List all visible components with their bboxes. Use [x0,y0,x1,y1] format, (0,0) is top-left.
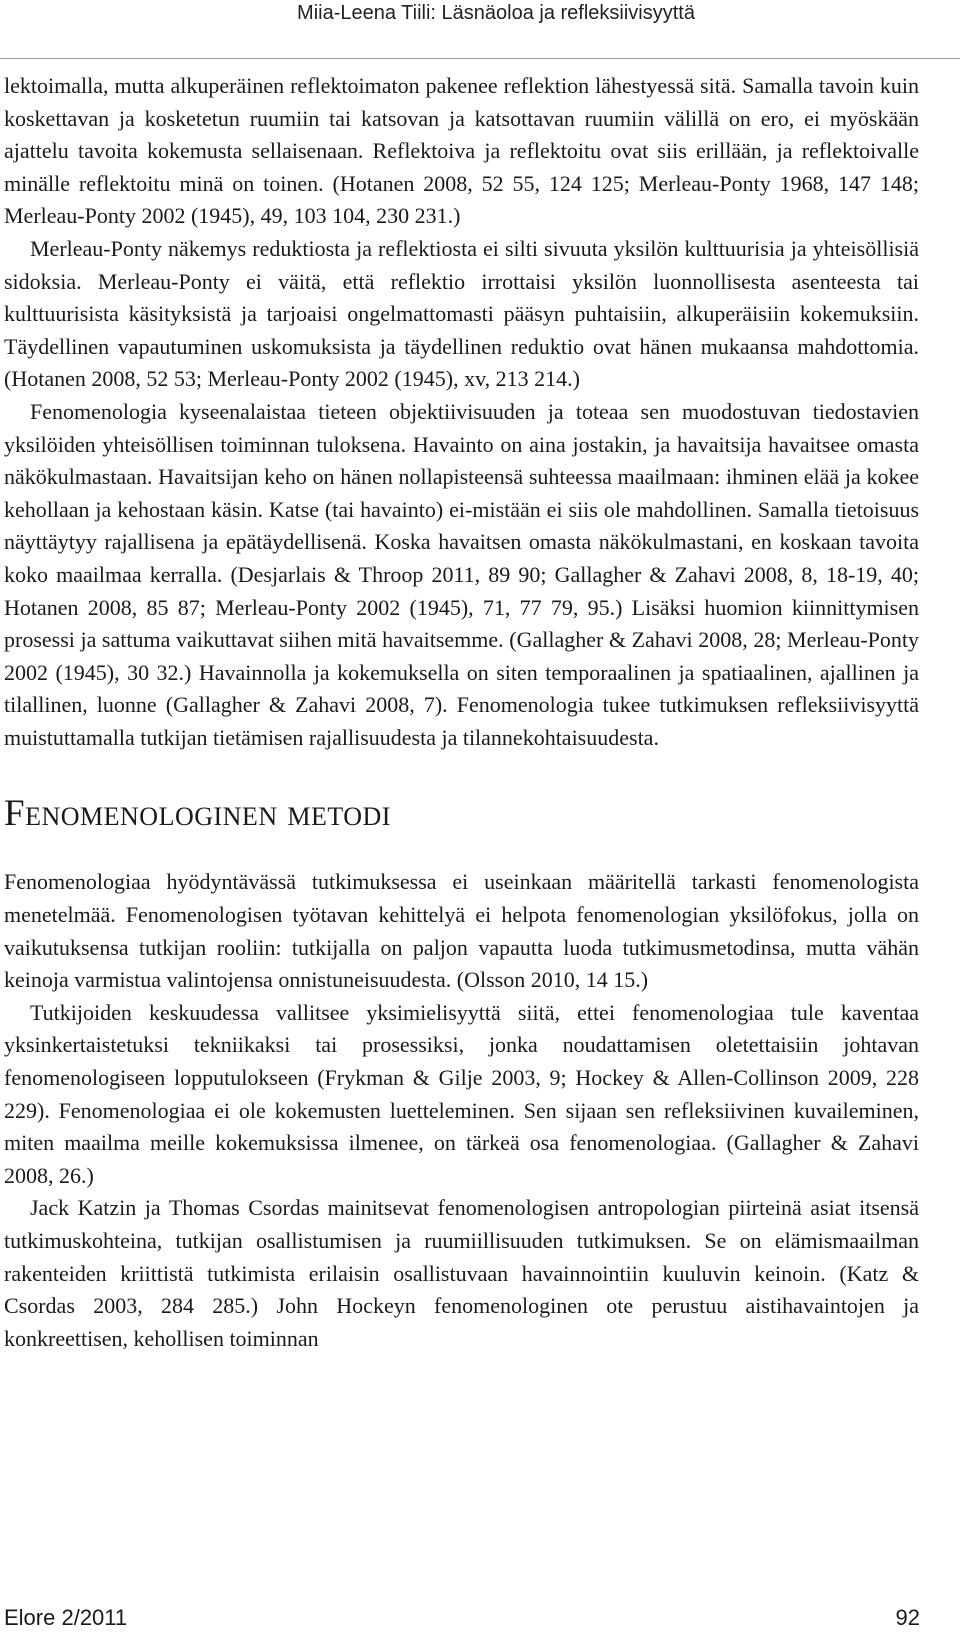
paragraph-1: lektoimalla, mutta alkuperäinen reflektoimaton pakenee reflektion lähestyessä sitä. Samalla tavoin kuin koskettavan ja kosketetun ruumiin tai katsovan ja katsottavan ruumiin välillä on ero, ei myöskään ajattelu tavoita kokemusta sellaisenaan. Reflektoiva ja reflektoitu ovat siis erillään, ja reflektoivalle minälle reflektoitu minä on toinen. (Hotanen 2008, 52 55, 124 125; Merleau-Ponty 1968, 147 148; Merleau-Ponty 2002 (1945), 49, 103 104, 230 231.) [4,73,919,229]
paragraph-4: Fenomenologiaa hyödyntävässä tutkimuksessa ei useinkaan määritellä tarkasti fenomenologista menetelmää. Fenomenologisen työtavan kehittelyä ei helpota fenomenologian yksilöfokus, jolla on vaikutuksensa tutkijan rooliin: tutkijalla on paljon vapautta luoda tutkimusmetodinsa, mutta vähän keinoja varmistua valintojensa onnistuneisuudesta. (Olsson 2010, 14 15.) [4,869,919,993]
paragraph-2: Merleau-Ponty näkemys reduktiosta ja reflektiosta ei silti sivuuta yksilön kulttuurisia ja yhteisöllisiä sidoksia. Merleau-Ponty ei väitä, että reflektio irrottaisi yksilön luonnollisesta asenteesta tai kulttuurisista käsityksistä ja tarjoaisi ongelmattomasti pääsyn puhtaisiin, alkuperäisiin kokemuksiin. Täydellinen vapautuminen uskomuksista ja täydellinen reduktio ovat hänen mukaansa mahdottomia. (Hotanen 2008, 52 53; Merleau-Ponty 2002 (1945), xv, 213 214.) [4,235,919,392]
footer-page-number: 92 [895,1605,920,1630]
paragraph-6: Jack Katzin ja Thomas Csordas mainitsevat fenomenologisen antropologian piirteinä asiat itsensä tutkimuskohteina, tutkijan osallistumisen ja ruumiillisuuden tutkimuksen. Se on elämismaailman rakenteiden kriittistä tutkimista erilaisin osallistuvaan havainnointiin kuuluvin keinoin. (Katz & Csordas 2003, 284 285.) John Hockeyn fenomenologinen ote perustuu aistihavaintojen ja konkreettisen, kehollisen toiminnan [4,1195,919,1351]
running-head-title: Miia-Leena Tiili: Läsnäoloa ja refleksiivisyyttä [297,2,695,24]
paragraph-3: Fenomenologia kyseenalaistaa tieteen objektiivisuuden ja toteaa sen muodostuvan tiedostavien yksilöiden yhteisöllisen toiminnan tuloksena. Havainto on aina jostakin, ja havaitsija havaitsee omasta näkökulmastaan. Havaitsijan keho on hänen nollapisteensä suhteessa maailmaan: ihminen elää ja kokee kehollaan ja kehostaan käsin. Katse (tai havainto) ei-mistään ei siis ole mahdollinen. Samalla tietoisuus näyttäytyy rajallisena ja epätäydellisenä. Koska havaitsen omasta näkökulmastani, en koskaan tavoita koko maailmaa kerralla. (Desjarlais & Throop 2011, 89 90; Gallagher & Zahavi 2008, 8, 18-19, 40; Hotanen 2008, 85 87; Merleau-Ponty 2002 (1945), 71, 77 79, 95.) Lisäksi huomion kiinnittymisen prosessi ja sattuma vaikuttavat siihen mitä havaitsemme. (Gallagher & Zahavi 2008, 28; Merleau-Ponty 2002 (1945), 30 32.) Havainnolla ja kokemuksella on siten temporaalinen ja spatiaalinen, ajallinen ja tilallinen, luonne (Gallagher & Zahavi 2008, 7). Fenomenologia tukee tutkimuksen refleksiivisyyttä muistuttamalla tutkijan tietämisen rajallisuudesta ja tilannekohtaisuudesta. [4,398,919,750]
header-divider [0,58,960,59]
footer-journal-issue: Elore 2/2011 [4,1605,128,1630]
article-body [4,70,919,1355]
section-heading: Fenomenologinen metodi [4,793,391,835]
paragraph-5: Tutkijoiden keskuudessa vallitsee yksimielisyyttä siitä, ettei fenomenologiaa tule kaventaa yksinkertaistetuksi tekniikaksi tai prosessiksi, jonka noudattamisen oletettaisiin johtavan fenomenologiseen lopputulokseen (Frykman & Gilje 2003, 9; Hockey & Allen-Collinson 2009, 228 229). Fenomenologiaa ei ole kokemusten luetteleminen. Sen sijaan sen refleksiivinen kuvaileminen, miten maailma meille kokemuksissa ilmenee, on tärkeä osa fenomenologiaa. (Gallagher & Zahavi 2008, 26.) [4,999,919,1188]
